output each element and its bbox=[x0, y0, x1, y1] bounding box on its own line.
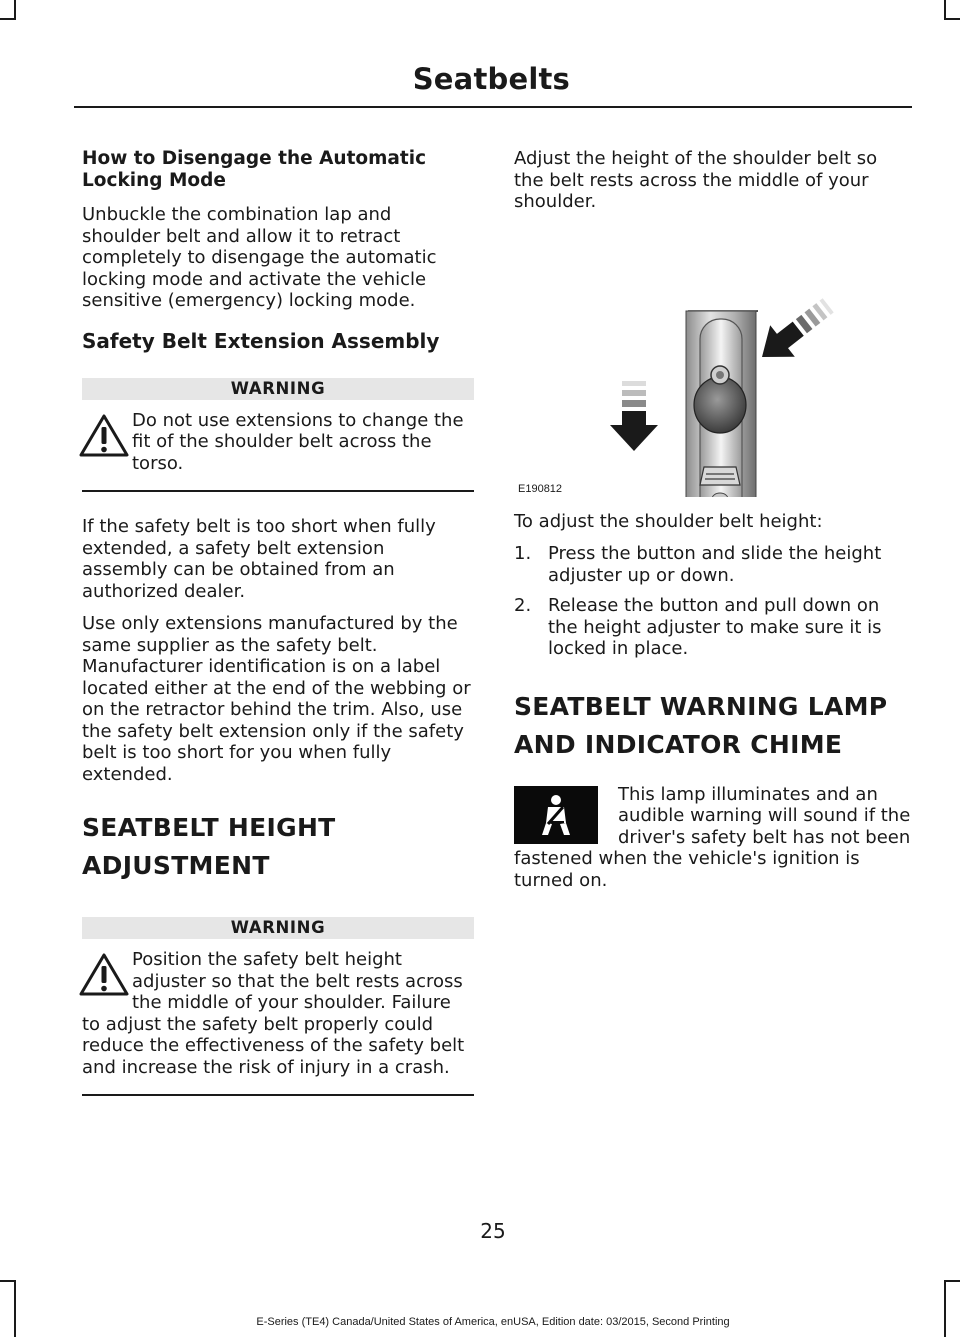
height-adjustment-heading bbox=[82, 809, 474, 885]
warning-triangle-icon bbox=[78, 951, 130, 997]
list-item bbox=[514, 543, 912, 586]
crop-mark bbox=[14, 1280, 16, 1337]
edition-footer: E-Series (TE4) Canada/United States of America, enUSA, Edition date: 03/2015, Second Printing bbox=[256, 1316, 730, 1328]
warning-body bbox=[82, 400, 474, 493]
heading-line: ADJUSTMENT bbox=[82, 851, 270, 880]
warning-box bbox=[82, 378, 474, 493]
list-item bbox=[514, 595, 912, 660]
disengage-heading: How to Disengage the Automatic Locking Mode bbox=[82, 148, 427, 191]
step-text: Press the button and slide the height adjuster up or down. bbox=[548, 543, 882, 586]
step-number: 1. bbox=[514, 543, 532, 564]
to-adjust-text: To adjust the shoulder belt height: bbox=[514, 510, 823, 532]
warning-lamp-heading bbox=[514, 688, 912, 764]
crop-mark bbox=[944, 18, 960, 20]
warning-box bbox=[82, 917, 474, 1096]
figure-id: E190812 bbox=[518, 482, 563, 495]
warning-label: WARNING bbox=[82, 378, 474, 400]
height-adjuster-illustration bbox=[514, 227, 912, 497]
page-number: 25 bbox=[480, 1219, 506, 1243]
crop-mark bbox=[0, 18, 16, 20]
warning-text: Position the safety belt height adjuster so that the belt rests across the middle of your shoulder. Failure to adjust the safety belt properly could reduce the effectiveness of the safety belt and increase the risk of injury in a crash. bbox=[82, 949, 465, 1078]
crop-mark bbox=[14, 0, 16, 18]
right-column bbox=[514, 148, 912, 902]
warning-text: Do not use extensions to change the fit of the shoulder belt across the torso. bbox=[132, 409, 464, 474]
extension-paragraph-2: Use only extensions manufactured by the same supplier as the safety belt. Manufacturer identification is on a label located either at the end of the webbing or on the retractor behind the trim. Also, use the safety belt extension only if the safety belt is too short for you when fully extended. bbox=[82, 613, 471, 785]
extension-heading: Safety Belt Extension Assembly bbox=[82, 328, 440, 353]
seatbelt-warning-lamp-icon bbox=[514, 786, 598, 844]
adjust-steps bbox=[514, 543, 912, 660]
left-column bbox=[82, 148, 474, 1120]
heading-line: SEATBELT WARNING LAMP bbox=[514, 691, 888, 721]
warning-label: WARNING bbox=[82, 917, 474, 939]
height-adjuster-drawing bbox=[514, 227, 912, 497]
lamp-paragraph: This lamp illuminates and an audible warning will sound if the driver's safety belt has not been fastened when the vehicle's ignition is turned on. bbox=[514, 783, 911, 891]
page-title: Seatbelts bbox=[412, 62, 570, 96]
heading-line: AND INDICATOR CHIME bbox=[514, 729, 843, 759]
warning-triangle-icon bbox=[78, 412, 130, 458]
disengage-paragraph: Unbuckle the combination lap and shoulder belt and allow it to retract completely to disengage the automatic locking mode and activate the vehicle sensitive (emergency) locking mode. bbox=[82, 204, 437, 311]
crop-mark bbox=[944, 1280, 960, 1282]
lamp-description bbox=[514, 784, 912, 892]
warning-body bbox=[82, 939, 474, 1096]
extension-paragraph-1: If the safety belt is too short when fully extended, a safety belt extension assembly can be obtained from an authorized dealer. bbox=[82, 516, 436, 602]
adjust-paragraph: Adjust the height of the shoulder belt so the belt rests across the middle of your shoulder. bbox=[514, 148, 878, 212]
heading-line: SEATBELT HEIGHT bbox=[82, 813, 336, 842]
step-text: Release the button and pull down on the height adjuster to make sure it is locked in place. bbox=[548, 595, 882, 659]
crop-mark bbox=[944, 0, 946, 18]
crop-mark bbox=[944, 1280, 946, 1337]
step-number: 2. bbox=[514, 595, 532, 616]
header-divider bbox=[74, 106, 912, 108]
